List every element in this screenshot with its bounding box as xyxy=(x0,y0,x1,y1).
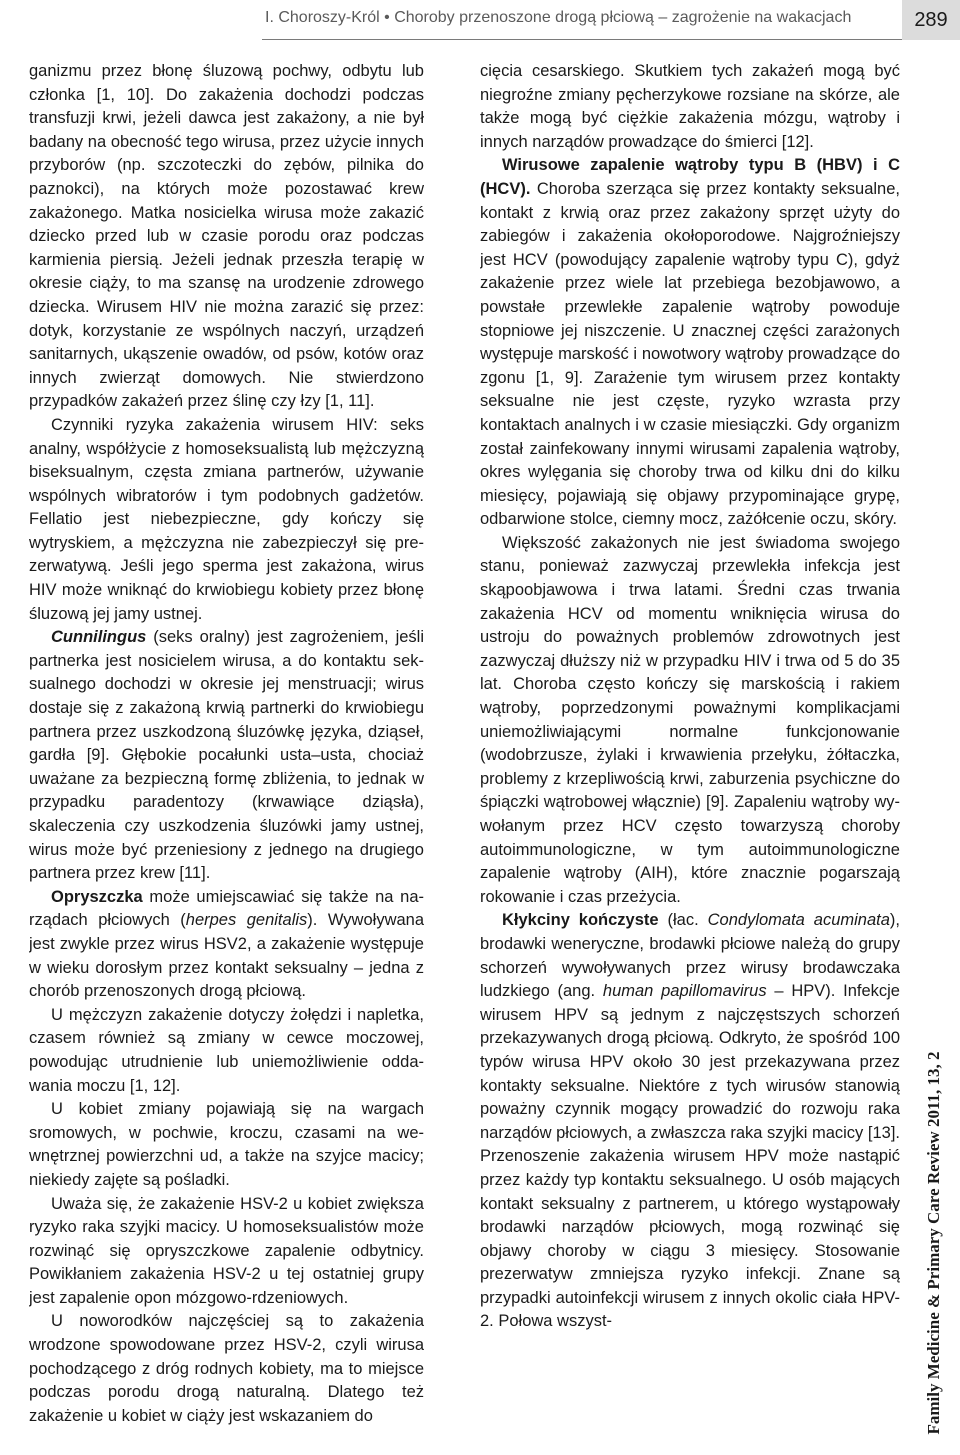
italic-term: human papillomavirus xyxy=(602,982,767,1001)
paragraph: Uważa się, że zakażenie HSV-2 u kobiet zwiększa ryzyko raka szyjki macicy. U homoseksualistów może rozwinąć się opryszczkowe zapalenie odbytnicy. Powikłaniem zakażenia HSV-2 u tej ostatniej grupy jest zapalenie opon mózgowo-rdzeniowych. xyxy=(29,1194,424,1307)
paragraph: Czynniki ryzyka zakażenia wirusem HIV: seks analny, współżycie z homoseksualistą lub mężczyzną biseksualnym, częsta zmiana partnerów, używanie wspólnych wibratorów i tym podobnych gadżetów. Fellatio jest niebezpieczne, gdy kończy się wytryskiem, a mężczyzna nie zabezpieczył się prezerwatywą. Jeśli jego sperma jest zakażona, wirus HIV może wniknąć do krwiobiegu kobiety przez błonę śluzową jej jamy ustnej. xyxy=(29,415,424,623)
paragraph-text: ), brodawki weneryczne, brodawki płciowe należą do grupy schorzeń wywoływanych przez wirusy brodawczaka ludzkiego (ang. xyxy=(480,911,900,1001)
right-column xyxy=(480,60,900,1452)
section-heading: Wirusowe zapalenie wątroby typu B (HBV) i C (HCV). xyxy=(480,156,900,198)
paragraph: ganizmu przez błonę śluzową pochwy, odbytu lub członka [1, 10]. Do zakażenia dochodzi podczas transfuzji krwi, jeżeli dawca jest zakażony, a nie był badany na obecność tego wirusa, przez użycie innych przyborów (np. szczoteczki do zębów, pilnika do paznokci), na których może pozostawać krew zakażonego. Matka nosicielka wirusa może zakazić dziecko przed lub w czasie porodu oraz podczas karmienia piersią. Jeżeli jednak przeszła terapię w okresie ciąży, to ma szansę na urodzenie zdrowego dziecka. Wirusem HIV nie można zarazić się przez: dotyk, korzystanie ze wspólnych naczyń, urządzeń sanitarnych, ukąszenie owadów, od psów, kotów oraz innych zwierząt domowych. Nie stwierdzono przypadków zakażeń przez ślinę czy łzy [1, 11]. xyxy=(29,62,424,411)
paragraph xyxy=(29,626,424,886)
running-title: I. Choroszy-Król • Choroby przenoszone drogą płciową – zagrożenie na wakacjach xyxy=(265,9,852,26)
paragraph-text: ). Wywoływana jest zwykle przez wirus HSV2, a zakażenie występuje w wieku dorosłym przez kontakt seksualny – jedna z chorób przenoszonych drogą płciową. xyxy=(29,911,424,1001)
paragraph: U noworodków najczęściej są to zakażenia wrodzone spowodowane przez HSV-2, czyli wirusa pochodzącego z dróg rodnych kobiety, ma to miejsce podczas porodu drogą naturalną. Dlatego też zakażenie u kobiet w ciąży jest wskazaniem do xyxy=(29,1312,424,1425)
section-heading-paragraph xyxy=(480,154,900,532)
term-cunnilingus: Cunnilingus xyxy=(51,628,147,647)
journal-citation: Family Medicine & Primary Care Review 2011, 13, 2 xyxy=(924,1050,943,1435)
journal-side-label xyxy=(913,1040,955,1445)
paragraph-text: (łac. xyxy=(658,911,708,930)
italic-term: Condylomata acuminata xyxy=(707,911,890,930)
paragraph: U mężczyzn zakażenie dotyczy żołędzi i napletka, czasem również są zmiany w cewce moczowej, powodując utrudnienie lub uniemożliwienie oddawania moczu [1, 12]. xyxy=(29,1005,424,1095)
running-header xyxy=(0,0,960,44)
italic-term: herpes genitalis xyxy=(185,911,308,930)
term-klykciny: Kłykciny kończyste xyxy=(502,911,659,930)
paragraph: cięcia cesarskiego. Skutkiem tych zakażeń mogą być niegroźne zmiany pęcherzykowe rozsiane na skórze, ale także mogą być ciężkie zakażenia mózgu, wątroby i innych narządów prowadzące do śmierci [12]. xyxy=(480,62,900,151)
paragraph xyxy=(29,886,424,1004)
paragraph-text: może umiejscawiać się także na narządach płciowych ( xyxy=(29,887,424,930)
paragraph: Większość zakażonych nie jest świadoma swojego stanu, ponieważ zazwyczaj przewlekła infekcja jest skąpoobjawowa i trwa latami. Średni czas trwania zakażenia HCV od momentu wniknięcia wirusa do ustroju do poważnych problemów zdrowotnych jest zazwyczaj dłuższy niż w przypadku HIV i trwa od 5 do 35 lat. Choroba często kończy się marskością i rakiem wątroby, poprzedzonymi poważnymi komplikacjami uniemożliwiającymi normalne funkcjonowanie (wodobrzusze, żylaki i krwawienia przełyku, żółtaczka, problemy z krzepliwością krwi, zaburzenia psychiczne do śpiączki wątrobowej włącznie) [9]. Zapaleniu wątroby wywołanym przez HCV często towarzyszą choroby autoimmunologiczne, w tym autoimmunologiczne zapalenie wątroby (AIH), które znacznie pogarszają rokowanie i czas przeżycia. xyxy=(480,533,900,906)
left-column xyxy=(29,60,424,1452)
term-opryszczka: Opryszczka xyxy=(51,887,143,906)
paragraph-text: (seks oralny) jest zagrożeniem, jeśli partnerka jest nosicielem wirusa, a do kontaktu seksualnego dochodzi w okresie jej menstruacji; wirus dostaje się z zakażoną krwią partnerki do krwiobiegu partnera przez uszkodzoną śluzówkę języka, dziąseł, gardła [9]. Głębokie pocałunki usta–usta, chociaż uważane za bezpieczną formę zbliżenia, to jednak w przypadku paradentozy (krwawiące dziąsła), skaleczenia czy uszkodzenia śluzówki jamy ustnej, wirus może być przeniesiony z jednego na drugiego partnera przez krew [11]. xyxy=(29,628,424,883)
paragraph: U kobiet zmiany pojawiają się na wargach sromowych, w pochwie, kroczu, czasami na wewnętrznej powierzchni ud, a także na szyjce macicy; niekiedy zajęte są pośladki. xyxy=(29,1100,424,1189)
header-rule xyxy=(262,39,960,40)
paragraph xyxy=(480,909,900,1334)
paragraph-text: Choroba szerząca się przez kontakty seksualne, kontakt z krwią oraz przez zakażony sprzęt użyty do zabiegów i zakażenia okołoporodowe. Najgroźniejszy jest HCV (powodujący zapalenie wątroby typu C), gdyż zakażenie przez wiele lat przebiega bezobjawowo, a powstałe przewlekłe zapalenie wątroby powoduje stopniowe jej niszczenie. U znacznej części zarażonych występuje marskość i nowotwory wątroby prowadzące do zgonu [1, 9]. Zarażenie tym wirusem przez kontakty seksualne nie jest częste, ryzyko wzrasta przy kontaktach analnych i w czasie miesiączki. Gdy organizm został zainfekowany innymi wirusami zapalenia wątroby, okres wylęgania się choroby trwa od kilku dni do kilku miesięcy, pojawiają się objawy przypominające grypę, odbarwione stolce, ciemny mocz, zażółcenie oczu, skóry. xyxy=(480,179,900,529)
page-number: 289 xyxy=(902,0,960,40)
paragraph-text: – HPV). Infekcje wirusem HPV są jednym z najczęstszych schorzeń przekazywanych drogą płciową. Odkryto, że spośród 100 typów wirusa HPV około 30 jest przekazywana przez kontakty seksualne. Niektóre z tych wirusów stanowią poważny czynnik mogący prowadzić do rozwoju raka narządów płciowych, a zwłaszcza raka szyjki macicy [13]. Przenoszenie zakażenia wirusem HPV może nastąpić przez każdy typ kontaktu seksualnego. U osób mających kontakt seksualny z partnerem, u którego wystąpowały brodawki narządów płciowych, mogą rozwinąć się objawy choroby w ciągu 3 miesięcy. Stosowanie prezerwatyw zmniejsza ryzyko infekcji. Znane są przypadki autoinfekcji wirusem z innych okolic ciała HPV-2. Połowa wszyst- xyxy=(480,982,900,1331)
